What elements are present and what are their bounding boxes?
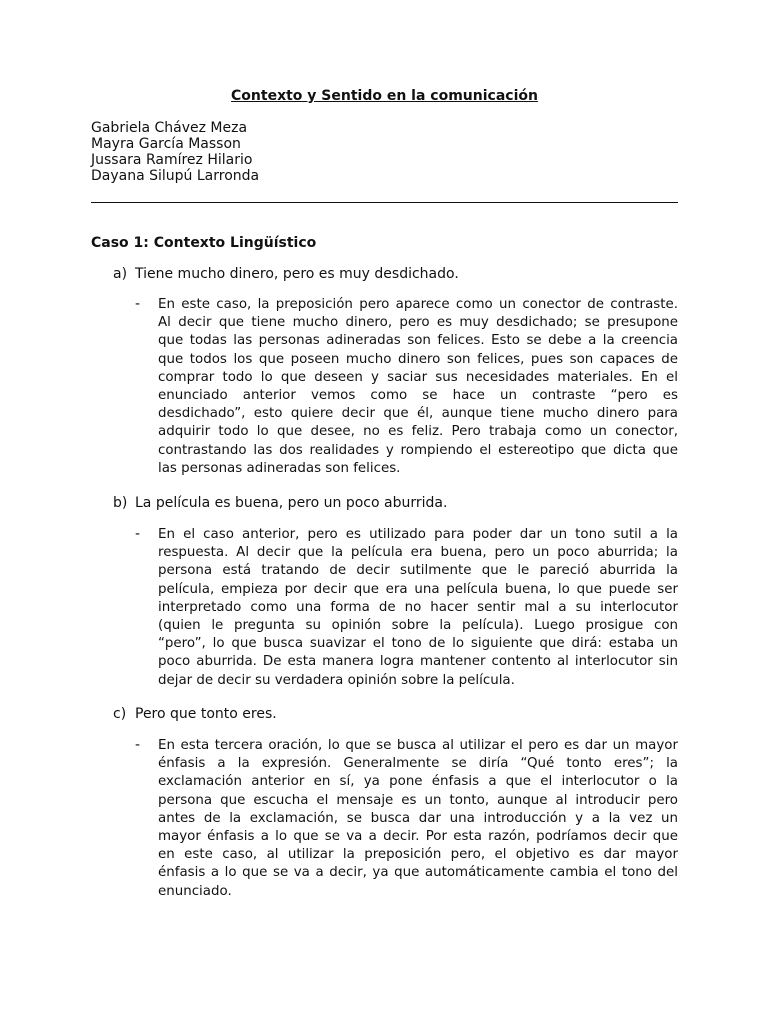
case-heading: Caso 1: Contexto Lingüístico (91, 235, 317, 251)
list-dash: - (135, 296, 141, 312)
list-dash: - (135, 737, 141, 753)
item-sentence-b (113, 495, 447, 511)
author-name: Gabriela Chávez Meza (91, 120, 248, 136)
paragraph-line: Al decir que tiene mucho dinero, pero es muy desdichado; se presupone (158, 315, 678, 331)
paragraph-line: enunciado. (158, 883, 232, 899)
paragraph-line: adquirir todo lo que desee, no es feliz. Pero trabaja como un conector, (158, 424, 678, 440)
author-name: Dayana Silupú Larronda (91, 168, 260, 184)
author-name: Mayra García Masson (91, 136, 241, 152)
item-sentence: Pero que tonto eres. (135, 706, 277, 722)
explanation-paragraph-c (158, 737, 678, 901)
paragraph-line: énfasis a la expresión. Generalmente se diría “Qué tonto eres”; la (158, 756, 678, 772)
paragraph-line: persona que escucha el mensaje es un tonto, aunque al introducir pero (158, 792, 678, 808)
paragraph-line: antes de la exclamación, se busca dar una introducción y a la vez un (158, 810, 678, 826)
item-sentence: Tiene mucho dinero, pero es muy desdichado. (135, 266, 459, 282)
document-title: Contexto y Sentido en la comunicación (231, 88, 538, 104)
paragraph-line: poco aburrida. De esta manera logra mantener contento al interlocutor sin (158, 654, 678, 670)
paragraph-line: persona está tratando de decir sutilmente que le pareció aburrida la (158, 563, 678, 579)
paragraph-line: énfasis a lo que se va a decir, ya que automáticamente cambia el tono del (158, 865, 678, 881)
paragraph-line: contrastando las dos realidades y rompiendo el estereotipo que dicta que (158, 442, 678, 458)
paragraph-line: que todas las personas adineradas son felices. Esto se debe a la creencia (158, 333, 678, 349)
paragraph-line: película, empieza por decir que era una película buena, lo que puede ser (158, 581, 678, 597)
paragraph-line: desdichado”, esto quiere decir que él, aunque tiene mucho dinero para (158, 406, 678, 422)
paragraph-line: (quien le pregunta su opinión sobre la película). Luego prosigue con (158, 618, 678, 634)
item-sentence: La película es buena, pero un poco aburrida. (135, 495, 448, 511)
item-letter: c) (113, 706, 127, 722)
paragraph-line: las personas adineradas son felices. (158, 460, 401, 476)
paragraph-line: en este caso, al utilizar la preposición pero, el objetivo es dar mayor (158, 847, 678, 863)
paragraph-line: respuesta. Al decir que la película era buena, pero un poco aburrida; la (158, 545, 678, 561)
item-sentence-a (113, 266, 459, 282)
paragraph-line: interpretado como una forma de no hacer sentir mal a su interlocutor (158, 599, 678, 615)
explanation-paragraph-a (158, 296, 678, 478)
item-sentence-c (113, 706, 277, 722)
paragraph-line: exclamación anterior en sí, ya pone énfasis a que el interlocutor o la (158, 774, 678, 790)
paragraph-line: En el caso anterior, pero es utilizado para poder dar un tono sutil a la (158, 527, 678, 542)
paragraph-line: En esta tercera oración, lo que se busca al utilizar el pero es dar un mayor (158, 738, 678, 753)
paragraph-line: que todos los que poseen mucho dinero son felices, pues son capaces de (158, 351, 678, 367)
item-letter: a) (113, 266, 128, 282)
paragraph-line: mayor énfasis a lo que se va a decir. Por esta razón, podríamos decir que (158, 829, 678, 845)
list-dash: - (135, 526, 141, 542)
paragraph-line: comprar todo lo que deseen y saciar sus necesidades materiales. En el (158, 369, 678, 385)
horizontal-divider (91, 202, 678, 203)
paragraph-line: “pero”, lo que busca suavizar el tono de lo siguiente que dirá: estaba un (158, 636, 678, 652)
paragraph-line: enunciado anterior vemos como se hace un contraste “pero es (158, 388, 678, 404)
item-letter: b) (113, 495, 128, 511)
paragraph-line: dejar de decir su verdadera opinión sobre la película. (158, 672, 515, 688)
paragraph-line: En este caso, la preposición pero aparece como un conector de contraste. (158, 297, 678, 312)
explanation-paragraph-b (158, 526, 678, 690)
author-list (91, 120, 259, 184)
author-name: Jussara Ramírez Hilario (91, 152, 253, 168)
